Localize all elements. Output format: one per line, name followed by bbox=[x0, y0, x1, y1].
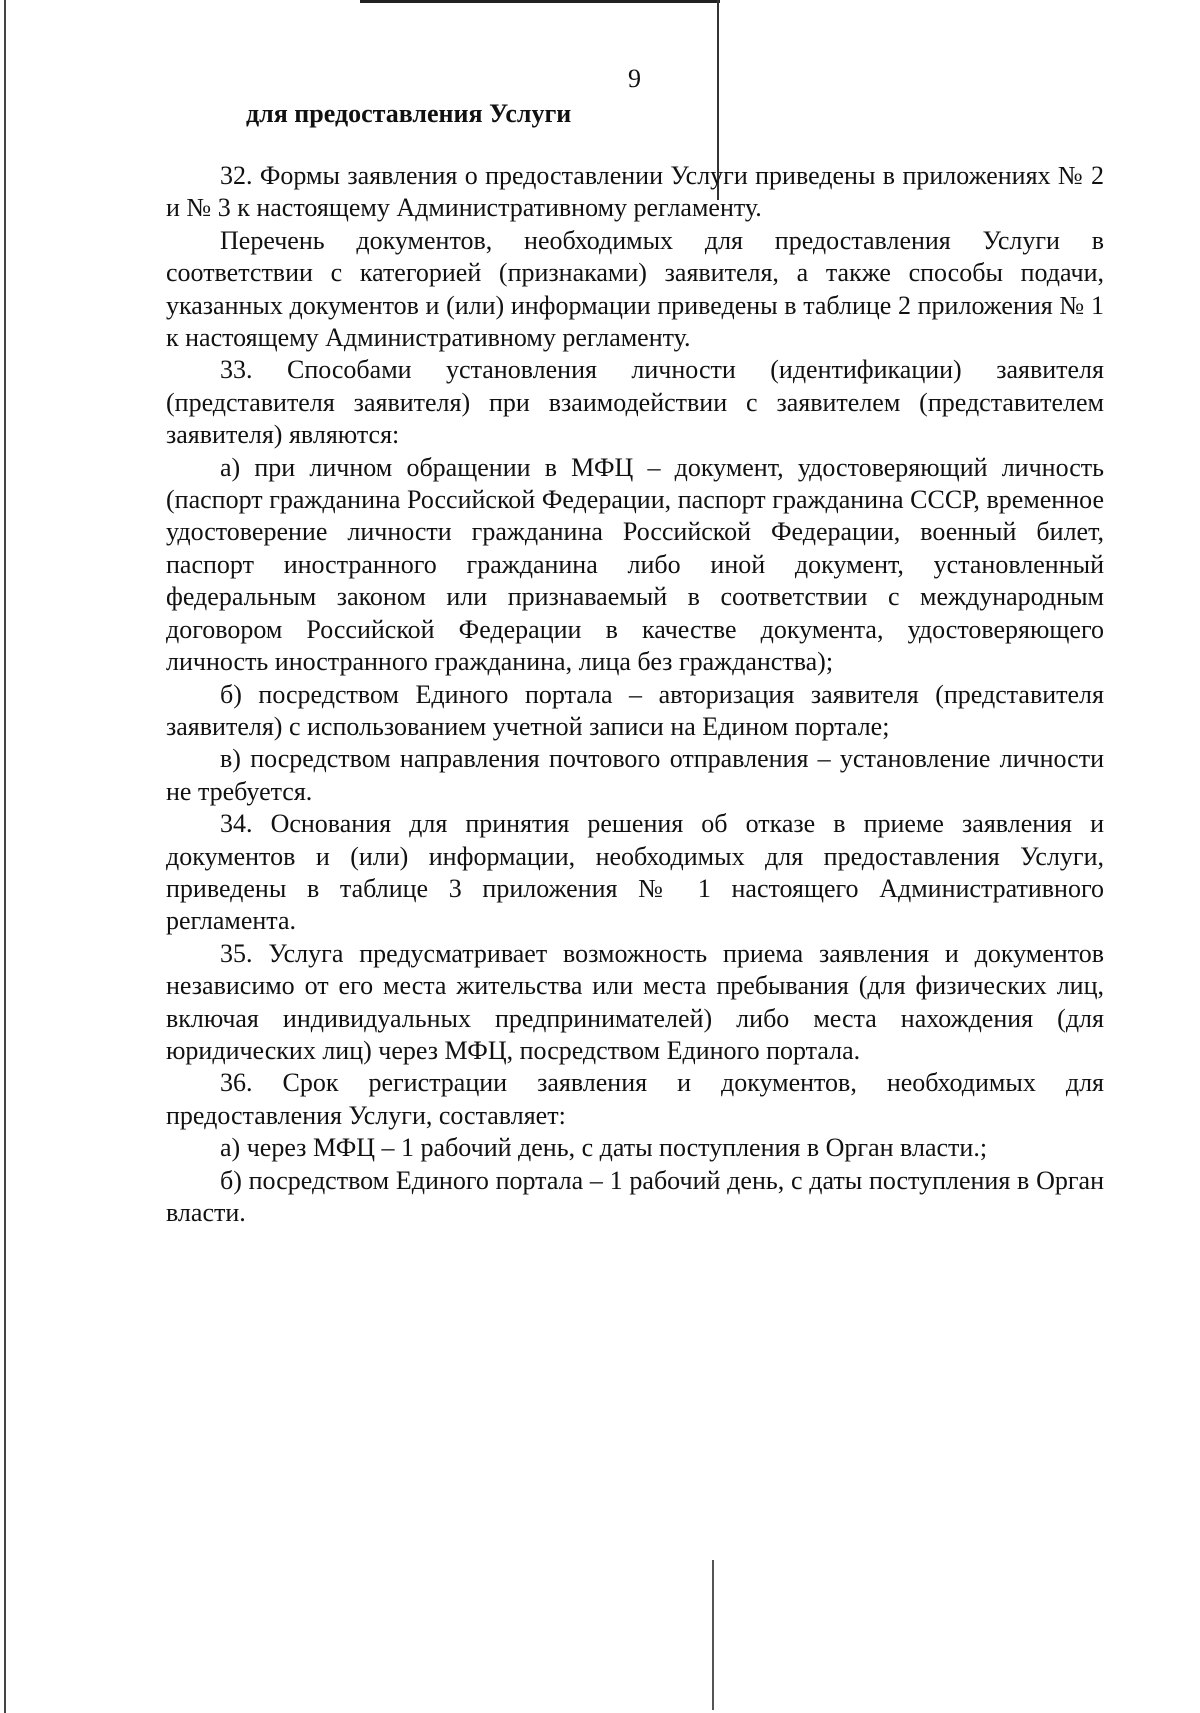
paragraph-36: 36. Срок регистрации заявления и документов, необходимых для предоставления Услуги, составляет: bbox=[166, 1068, 1104, 1130]
section-heading: для предоставления Услуги bbox=[246, 99, 572, 128]
paragraph-33b: б) посредством Единого портала – авторизация заявителя (представителя заявителя) с использованием учетной записи на Едином портале; bbox=[166, 679, 1104, 741]
paragraph-33: 33. Способами установления личности (идентификации) заявителя (представителя заявителя) при взаимодействии с заявителем (представителем заявителя) являются: bbox=[166, 355, 1104, 450]
scan-artifact-fold-line-bottom bbox=[712, 1560, 714, 1710]
scan-artifact-left-edge bbox=[4, 0, 6, 1713]
paragraph-32: 32. Формы заявления о предоставлении Услуги приведены в приложениях № 2 и № 3 к настоящему Административному регламенту. bbox=[166, 161, 1104, 223]
paragraph-33c: в) посредством направления почтового отправления – установление личности не требуется. bbox=[166, 744, 1104, 806]
paragraph-36b: б) посредством Единого портала – 1 рабочий день, с даты поступления в Орган власти. bbox=[166, 1165, 1104, 1227]
scan-artifact-top-edge bbox=[360, 0, 720, 3]
paragraph-documents-list: Перечень документов, необходимых для предоставления Услуги в соответствии с категорией (признаками) заявителя, а также способы подачи, указанных документов и (или) информации приведены в таблице 2 приложения № 1 к настоящему Административному регламенту. bbox=[166, 225, 1104, 353]
paragraph-34: 34. Основания для принятия решения об отказе в приеме заявления и документов и (или) информации, необходимых для предоставления Услуги, приведены в таблице 3 приложения № 1 настоящего Административного регламента. bbox=[166, 809, 1104, 936]
paragraph-36a: а) через МФЦ – 1 рабочий день, с даты поступления в Орган власти.; bbox=[220, 1133, 988, 1163]
page-number: 9 bbox=[628, 64, 641, 93]
document-body bbox=[166, 160, 1104, 1229]
paragraph-33a: а) при личном обращении в МФЦ – документ, удостоверяющий личность (паспорт гражданина Российской Федерации, паспорт гражданина СССР, временное удостоверение личности гражданина Российской Федерации, военный билет, паспорт иностранного гражданина либо иной документ, установленный федеральным законом или признаваемый в соответствии с международным договором Российской Федерации в качестве документа, удостоверяющего личность иностранного гражданина, лица без гражданства); bbox=[166, 452, 1104, 677]
paragraph-35: 35. Услуга предусматривает возможность приема заявления и документов независимо от его места жительства или места пребывания (для физических лиц, включая индивидуальных предпринимателей) либо места нахождения (для юридических лиц) через МФЦ, посредством Единого портала. bbox=[166, 938, 1104, 1065]
